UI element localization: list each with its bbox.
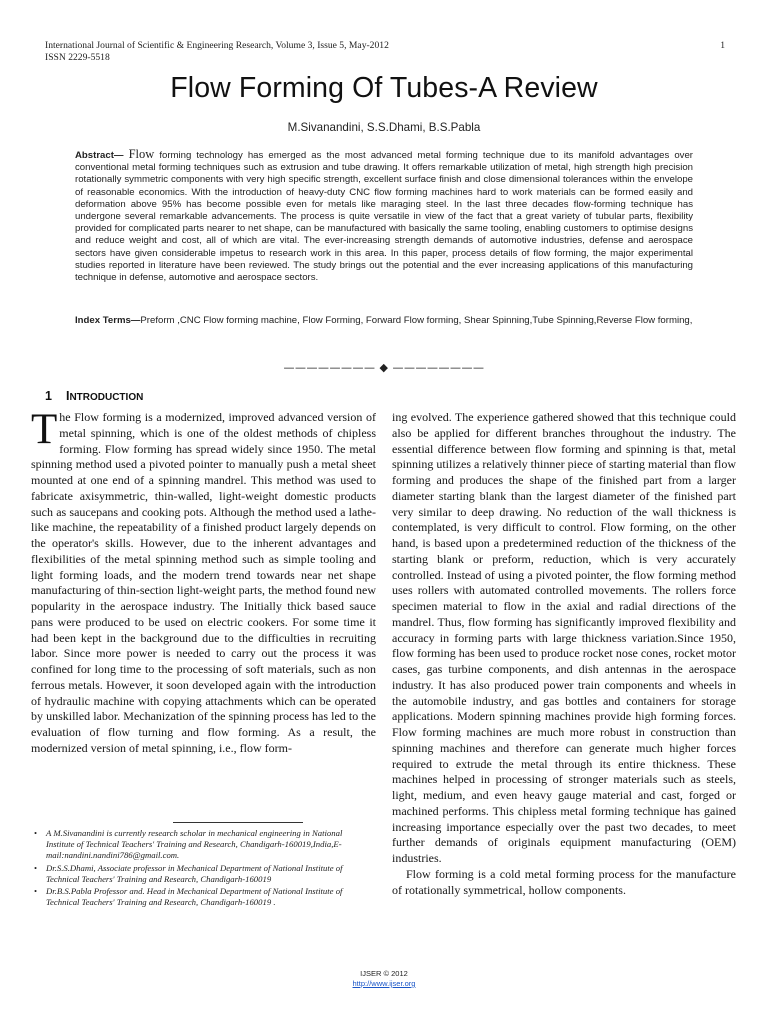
bullet-icon: •: [34, 828, 38, 838]
footnote-item: [34, 828, 364, 862]
copyright-notice: IJSER © 2012: [360, 969, 408, 978]
journal-citation: International Journal of Scientific & Engineering Research, Volume 3, Issue 5, May-2012: [45, 40, 389, 51]
issn: ISSN 2229-5518: [45, 52, 110, 63]
section-number: 1: [45, 389, 52, 403]
intro-paragraph-1: [31, 406, 376, 757]
page-number: 1: [720, 40, 725, 51]
footnote-text: Dr.B.S.Pabla Professor and. Head in Mechanical Department of National Institute of Technical Teachers' Training and Research, Chandigarh-160019 .: [46, 886, 343, 908]
drop-cap: T: [31, 406, 58, 453]
footnote-rule: [173, 822, 303, 823]
journal-website-link[interactable]: http://www.ijser.org: [352, 979, 416, 988]
index-terms: [75, 314, 693, 327]
footnote-item: [34, 886, 364, 908]
running-head: [45, 40, 725, 64]
section-title-rest: NTRODUCTION: [69, 392, 144, 403]
paper-title: Flow Forming Of Tubes-A Review: [170, 72, 598, 104]
bullet-icon: •: [34, 886, 38, 897]
intro-paragraph-1-continued: ing evolved. The experience gathered showed that this technique could also be applied for different branches throughout the industry. The essential difference between flow forming and spinning is that, metal spinning utilizes a relatively thinner piece of starting material than flow forming and produces the shape of the finished part from a larger diameter starting blank than the largest diameter of the finished part very similar to deep drawing. No reduction of the wall thickness is contemplated, is very difficult to control. Flow forming, on the other hand, is based upon a predetermined reduction of the thickness of the starting blank or preform, reduction, which is very accurately controlled. Instead of using a pivoted pointer, the flow forming method uses rollers with automated controlled movements. The rollers force specimen material to flow in the axial and radial directions of the mandrel. Thus, flow forming has significantly improved flexibility and accuracy in forming parts with large thickness variation.Since 1950, flow forming has been used to produce rocket nose cones, rocket motor cases, gas turbine components, and dish antennas in the aerospace industry. It has also produced power train components and wheels in the automobile industry, and gas bottles and containers for storage applications. Modern spinning machines provide high forming forces. Flow forming machines are much more robust in construction than spinning machines and therefore can generate much higher forces required to extrude the metal through its entire thickness. These machines helped in processing of stronger materials such as steels, light, medium, and even heavy gauge material and cast, forged or machined performs. This chipless metal forming technique has gained increasing importance especially over the past two decades, to meet further demands of originals equipment manufacturing (OEM) industries.: [392, 410, 736, 865]
index-terms-label: Index Terms—: [75, 315, 141, 326]
footnote-item: [34, 863, 364, 885]
footnote-text: A M.Sivanandini is currently research scholar in mechanical engineering in National Institute of Technical Teachers' Training and Research, Chandigarh-160019,India,E-mail:nandini.nandini786@gmail.com.: [46, 828, 343, 861]
abstract: [75, 148, 693, 284]
bullet-icon: •: [34, 862, 38, 873]
intro-paragraph-2: Flow forming is a cold metal forming process for the manufacture of rotationally symmetrical, hollow components.: [392, 866, 736, 897]
intro-paragraph-1-text: he Flow forming is a modernized, improved advanced version of metal spinning, which is one of the oldest methods of chipless forming. Flow forming has spread widely since 1950. The metal spinning method used a pivoted pointer to manually push a metal sheet mounted at one end of a spinning mandrel. This method was used to fabricate axisymmetric, thin-walled, light-weight domestic products such as saucepans and cooking pots. Although the method used a lathe-like machine, the repeatability of a finished product largely depends on the operator's skills. However, due to the inherent advantages and flexibilities of the metal spinning method such as simple tooling and light forming loads, and the modern trend towards near net shape manufacturing of thin-section light-weight parts, the method found new popularity in the aerospace industry. The Initially thick based sauce pans were produced to be used on electric cookers. For some time it had been kept in the background due to the difficulties in recruiting labor. Since more power is needed to carry out the process it was confined for long time to the processing of soft materials, such as non ferrous metals. However, it soon developed again with the introduction of hydraulic machine with copying attachments which can be operated by unskilled labor. Mechanization of the spinning process has led to the evaluation of flow turning and flow forming. As a result, the modernized version of metal spinning, i.e., flow form-: [31, 410, 376, 755]
section-separator: ———————— ◆ ————————: [283, 361, 485, 374]
page-footer: [0, 969, 768, 989]
abstract-lead-word: Flow: [128, 147, 155, 161]
abstract-label: Abstract—: [75, 150, 124, 161]
body-column-right: [392, 410, 736, 898]
index-terms-text: Preform ,CNC Flow forming machine, Flow Forming, Forward Flow forming, Shear Spinning,Tube Spinning,Reverse Flow forming,: [140, 315, 693, 326]
author-list: M.Sivanandini, S.S.Dhami, B.S.Pabla: [287, 121, 481, 134]
footnote-text: Dr.S.S.Dhami, Associate professor in Mechanical Department of National Institute of Technical Teachers' Training and Research, Chandigarh-160019: [46, 862, 343, 884]
author-footnotes: [34, 828, 364, 909]
abstract-text: forming technology has emerged as the most advanced metal forming technique due to its manifold advantages over conventional metal forming techniques such as extrusion and tube drawing. It offers remarkable utilization of metal, high strength high precision rotationally symmetric components with very high specific strength, excellent surface finish and close dimensional tolerances within the envelope of reasonable economics. With the introduction of heavy-duty CNC flow forming machines hard to work materials can be formed easily and deformation above 95% has become possible even for metals like maraging steel. In the last three decades flow-forming technique has undergone several remarkable advancements. The process is quite versatile in view of the fact that a great variety of tubular parts, flexibility provided for complicated parts nearer to net shape, can be manufactured with basically the same tooling, enabling customers to optimise designs and reduce weight and cost, all of which are vital. The ever-increasing strength demands of automotive industries, defense and aerospace sectors have given considerable impetus to research work in this area. In this paper, process details of flow forming, the major experimental studies reported in literature have been reviewed. The study brings out the potential and the ever increasing applications of this manufacturing technique in defense, automotive and aerospace sectors.: [75, 150, 693, 284]
body-column-left: [31, 406, 376, 757]
section-title-initial: I: [65, 389, 70, 403]
section-heading-introduction: [45, 389, 143, 403]
